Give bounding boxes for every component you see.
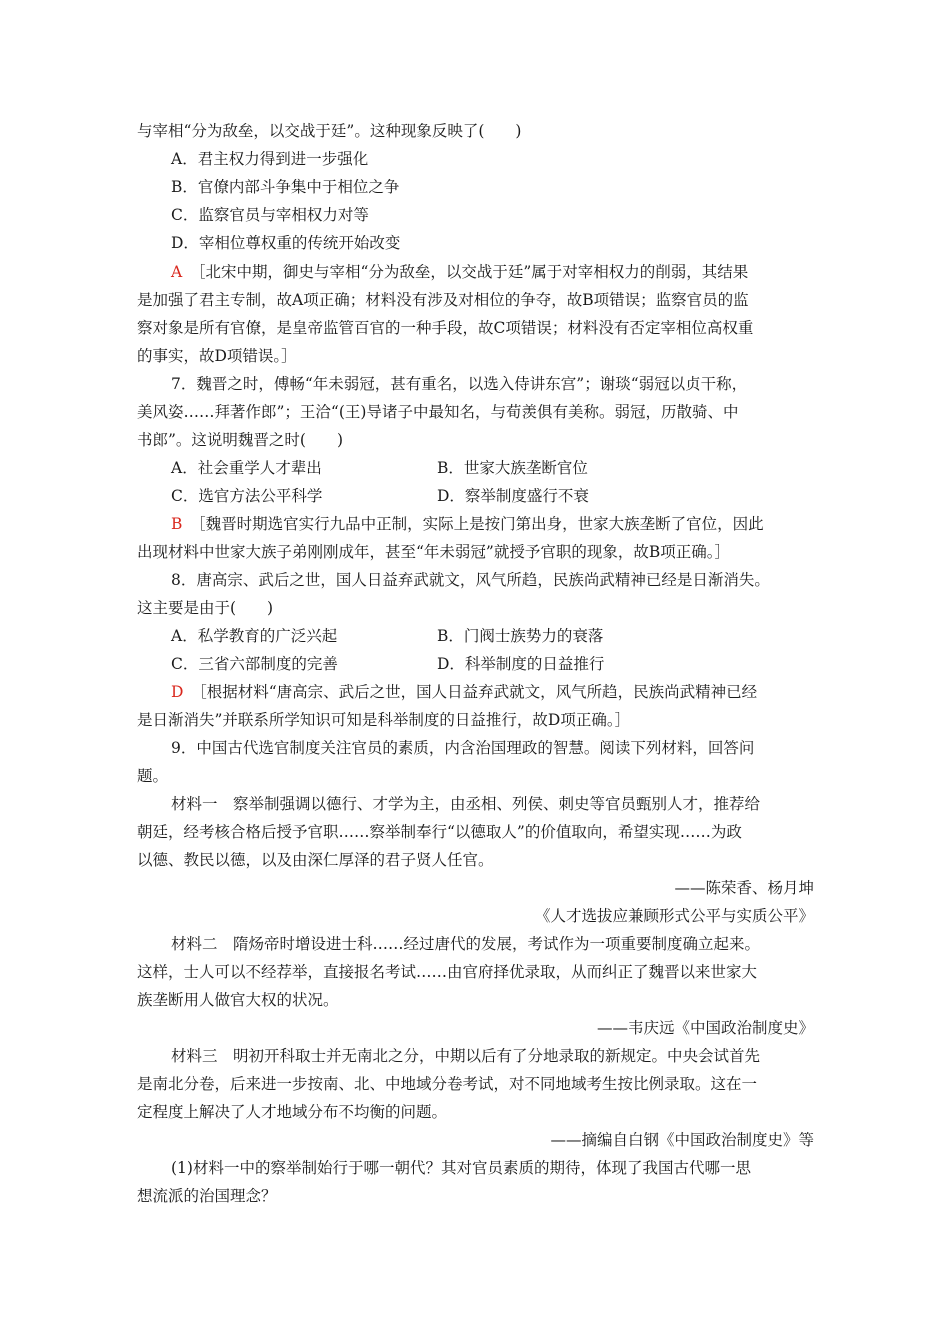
material-2-source: ——韦庆远《中国政治制度史》 [596,1019,814,1037]
q6-option-a: A．君主权力得到进一步强化 [171,150,369,168]
q7-option-a: A．社会重学人才辈出 [171,459,322,477]
q8-option-d: D．科举制度的日益推行 [437,655,605,673]
material-2-line: 这样，士人可以不经荐举，直接报名考试……由官府择优录取，从而纠正了魏晋以来世家大 [137,963,758,981]
material-3-line: 定程度上解决了人才地域分布不均衡的问题。 [137,1103,448,1121]
material-1-line: 朝廷，经考核合格后授予官职……察举制奉行“以德取人”的价值取向，希望实现……为政 [137,823,742,841]
q7-option-d: D．察举制度盛行不衰 [437,487,589,505]
q7-stem-line: 美风姿……拜著作郎”；王洽“(王)导诸子中最知名，与荀羡俱有美称。弱冠，历散骑、中 [137,403,739,421]
q7-option-b: B．世家大族垄断官位 [437,459,588,477]
material-1-line: 以德、教民以德，以及由深仁厚泽的君子贤人任官。 [137,851,494,869]
q8-option-c: C．三省六部制度的完善 [171,655,338,673]
q6-explanation-line: 的事实，故D项错误。］ [137,347,297,365]
sub-question-1-line: (1)材料一中的察举制始行于哪一朝代？其对官员素质的期待，体现了我国古代哪一思 [171,1159,751,1177]
q8-stem-line: 8．唐高宗、武后之世，国人日益弃武就文，风气所趋，民族尚武精神已经是日渐消失。 [171,571,770,589]
q9-stem-line: 9．中国古代选官制度关注官员的素质，内含治国理政的智慧。阅读下列材料，回答问 [171,739,755,757]
material-2-line: 族垄断用人做官大权的状况。 [137,991,339,1009]
q9-stem-line: 题。 [137,767,169,785]
material-3-source: ——摘编自白钢《中国政治制度史》等 [550,1131,814,1149]
material-1-source: 《人才选拔应兼顾形式公平与实质公平》 [534,907,814,925]
material-1-line: 材料一 察举制强调以德行、才学为主，由丞相、列侯、刺史等官员甄别人才，推荐给 [171,795,761,813]
material-1-author: ——陈荣香、杨月坤 [674,879,814,897]
material-3-line: 材料三 明初开科取士并无南北之分，中期以后有了分地录取的新规定。中央会试首先 [171,1047,761,1065]
q6-option-b: B．官僚内部斗争集中于相位之争 [171,178,400,196]
q8-stem-line: 这主要是由于( ) [137,599,274,617]
q6-option-d: D．宰相位尊权重的传统开始改变 [171,234,401,252]
q6-explanation-line: 是加强了君主专制，故A项正确；材料没有涉及对相位的争夺，故B项错误；监察官员的监 [137,291,749,309]
material-3-line: 是南北分卷，后来进一步按南、北、中地域分卷考试，对不同地域考生按比例录取。这在一 [137,1075,758,1093]
q8-explanation-line: 是日渐消失”并联系所学知识可知是科举制度的日益推行，故D项正确。］ [137,711,631,729]
q6-answer: A [171,263,183,281]
q8-option-a: A．私学教育的广泛兴起 [171,627,338,645]
q7-stem-line: 书郎”。这说明魏晋之时( ) [137,431,344,449]
q7-answer: B [171,515,183,533]
q7-explanation-line: 出现材料中世家大族子弟刚刚成年，甚至“年未弱冠”就授予官职的现象，故B项正确。］ [137,543,730,561]
q8-answer: D [171,683,184,701]
material-2-line: 材料二 隋炀帝时增设进士科……经过唐代的发展，考试作为一项重要制度确立起来。 [171,935,761,953]
q7-stem-line: 7．魏晋之时，傅畅“年未弱冠，甚有重名，以选入侍讲东宫”；谢琰“弱冠以贞干称， [171,375,748,393]
q6-stem-tail: 与宰相“分为敌垒，以交战于廷”。这种现象反映了( ) [137,122,522,140]
q8-explanation-line: D ［根据材料“唐高宗、武后之世，国人日益弃武就文，风气所趋，民族尚武精神已经 [171,683,758,701]
q6-explanation-line: 察对象是所有官僚，是皇帝监管百官的一种手段，故C项错误；材料没有否定宰相位高权重 [137,319,754,337]
q7-option-c: C．选官方法公平科学 [171,487,323,505]
sub-question-1-line: 想流派的治国理念？ [137,1187,277,1205]
q7-explanation-line: B ［魏晋时期选官实行九品中正制，实际上是按门第出身，世家大族垄断了官位，因此 [171,515,764,533]
q8-option-b: B．门阀士族势力的衰落 [437,627,604,645]
q6-explanation-line: A ［北宋中期，御史与宰相“分为敌垒，以交战于廷”属于对宰相权力的削弱，其结果 [171,263,749,281]
q6-option-c: C．监察官员与宰相权力对等 [171,206,369,224]
